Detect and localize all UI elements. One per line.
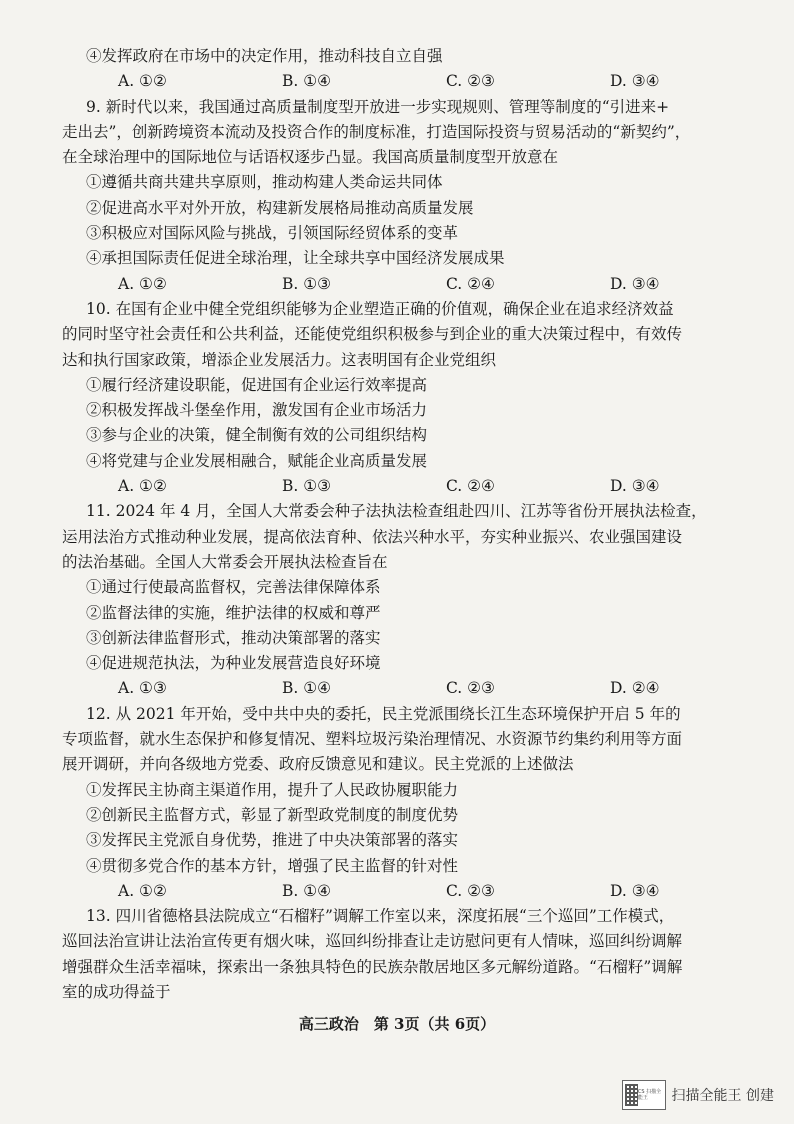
scanner-logo-icon (622, 1080, 666, 1110)
statement-option: ④贯彻多党合作的基本方针，增强了民主监督的针对性 (86, 856, 459, 875)
answer-choices (62, 474, 724, 499)
answer-choice: B. ①④ (282, 679, 332, 698)
question-stem-line: 运用法治方式推动种业发展，提高依法育种、依法兴种水平，夯实种业振兴、农业强国建设 (62, 527, 683, 546)
question-stem-line: 的法治基础。全国人大常委会开展执法检查旨在 (62, 552, 388, 571)
answer-choice: A. ①② (118, 477, 167, 496)
statement-option: ④促进规范执法，为种业发展营造良好环境 (86, 654, 381, 673)
page-footer: 高三政治 第 3页（共 6页） (298, 1015, 496, 1033)
statement-option: ③发挥民主党派自身优势，推进了中央决策部署的落实 (86, 831, 459, 850)
statement-option: ③创新法律监督形式，推动决策部署的落实 (86, 628, 381, 647)
question-stem-line: 达和执行国家政策，增添企业发展活力。这表明国有企业党组织 (62, 350, 497, 369)
question-stem-line: 室的成功得益于 (62, 982, 171, 1001)
answer-choice: D. ③④ (610, 72, 660, 91)
answer-choice: B. ①④ (282, 881, 332, 900)
question-stem-line: 9. 新时代以来，我国通过高质量制度型开放进一步实现规则、管理等制度的“引进来+ (86, 97, 670, 116)
question-stem-line: 12. 从 2021 年开始，受中共中央的委托，民主党派围绕长江生态环境保护开启 5 年的 (86, 704, 681, 723)
logo-mini-text: CS 扫描全能王 (637, 1089, 662, 1101)
statement-option: ④承担国际责任促进全球治理，让全球共享中国经济发展成果 (86, 249, 505, 268)
answer-choice: D. ③④ (610, 477, 660, 496)
answer-choice: C. ②④ (446, 477, 495, 496)
answer-choice: C. ②③ (446, 72, 495, 91)
answer-choice: B. ①④ (282, 72, 332, 91)
answer-choice: A. ①② (118, 72, 167, 91)
answer-choice: D. ③④ (610, 274, 660, 293)
statement-option: ③积极应对国际风险与挑战，引领国际经贸体系的变革 (86, 224, 459, 243)
answer-choice: D. ③④ (610, 881, 660, 900)
answer-choices (62, 69, 724, 94)
question-stem-line: 的同时坚守社会责任和公共利益，还能使党组织积极参与到企业的重大决策过程中，有效传 (62, 325, 683, 344)
statement-option: ③参与企业的决策，健全制衡有效的公司组织结构 (86, 426, 428, 445)
answer-choice: C. ②③ (446, 679, 495, 698)
answer-choices (62, 676, 724, 701)
statement-option: ②积极发挥战斗堡垒作用，激发国有企业市场活力 (86, 401, 428, 420)
question-stem-line: 走出去”，创新跨境资本流动及投资合作的制度标准，打造国际投资与贸易活动的“新契约”， (62, 122, 691, 141)
question-stem-line: 13. 四川省德格县法院成立“石榴籽”调解工作室以来，深度拓展“三个巡回”工作模式， (86, 907, 675, 926)
statement-option: ④发挥政府在市场中的决定作用，推动科技自立自强 (86, 47, 443, 65)
question-stem-line: 巡回法治宣讲让法治宣传更有烟火味，巡回纠纷排查让走访慰问更有人情味，巡回纠纷调解 (62, 932, 683, 951)
question-stem-line: 11. 2024 年 4 月，全国人大常委会种子法执法检查组赴四川、江苏等省份开展执法检查， (86, 502, 707, 521)
question-stem-line: 10. 在国有企业中健全党组织能够为企业塑造正确的价值观，确保企业在追求经济效益 (86, 299, 674, 318)
statement-option: ②创新民主监督方式，彰显了新型政党制度的制度优势 (86, 805, 459, 824)
statement-option: ④将党建与企业发展相融合，赋能企业高质量发展 (86, 451, 428, 470)
statement-option: ②促进高水平对外开放，构建新发展格局推动高质量发展 (86, 198, 474, 217)
answer-choice: B. ①③ (282, 274, 332, 293)
answer-choice: B. ①③ (282, 477, 332, 496)
statement-option: ①发挥民主协商主渠道作用，提升了人民政协履职能力 (86, 780, 459, 799)
statement-option: ①遵循共商共建共享原则，推动构建人类命运共同体 (86, 173, 443, 192)
watermark-text: 扫描全能王 创建 (671, 1088, 774, 1104)
question-stem-line: 增强群众生活幸福味，探索出一条独具特色的民族杂散居地区多元解纷道路。“石榴籽”调解 (62, 957, 683, 976)
statement-option: ②监督法律的实施，维护法律的权威和尊严 (86, 603, 381, 622)
scanner-watermark (622, 1080, 774, 1110)
question-stem-line: 在全球治理中的国际地位与话语权逐步凸显。我国高质量制度型开放意在 (62, 148, 559, 167)
question-content (62, 44, 724, 1005)
question-stem-line: 展开调研，并向各级地方党委、政府反馈意见和建议。民主党派的上述做法 (62, 755, 574, 774)
answer-choices (62, 272, 724, 297)
statement-option: ①履行经济建设职能，促进国有企业运行效率提高 (86, 375, 428, 394)
question-stem-line: 专项监督，就水生态保护和修复情况、塑料垃圾污染治理情况、水资源节约集约利用等方面 (62, 730, 683, 749)
qr-code-icon (625, 1084, 638, 1106)
answer-choice: A. ①② (118, 881, 167, 900)
answer-choice: C. ②③ (446, 881, 495, 900)
statement-option: ①通过行使最高监督权，完善法律保障体系 (86, 578, 381, 597)
answer-choice: D. ②④ (610, 679, 660, 698)
answer-choices (62, 879, 724, 904)
answer-choice: A. ①③ (118, 679, 167, 698)
answer-choice: C. ②④ (446, 274, 495, 293)
answer-choice: A. ①② (118, 274, 167, 293)
